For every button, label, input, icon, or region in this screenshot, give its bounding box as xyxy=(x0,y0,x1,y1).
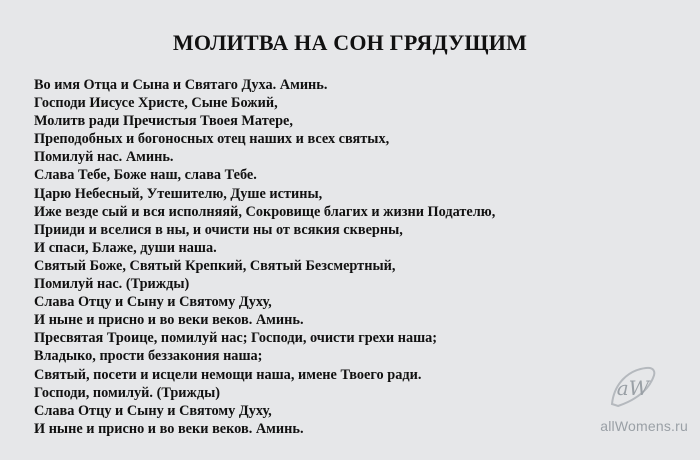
prayer-line: Прииди и вселися в ны, и очисти ны от всякия скверны, xyxy=(34,221,403,238)
site-watermark: allWomens.ru xyxy=(600,418,688,434)
prayer-line: Слава Отцу и Сыну и Святому Духу, xyxy=(34,402,272,419)
prayer-text xyxy=(34,76,674,438)
prayer-line: Слава Отцу и Сыну и Святому Духу, xyxy=(34,294,272,311)
prayer-line: И ныне и присно и во веки веков. Аминь. xyxy=(34,312,304,329)
prayer-line: И ныне и присно и во веки веков. Аминь. xyxy=(34,420,304,437)
prayer-line: Пресвятая Троице, помилуй нас; Господи, очисти грехи наша; xyxy=(34,330,438,347)
prayer-line: Иже везде сый и вся исполняяй, Сокровище благих и жизни Подателю, xyxy=(34,203,496,220)
prayer-line: И спаси, Блаже, души наша. xyxy=(34,239,217,256)
prayer-line: Молитв ради Пречистыя Твоея Матере, xyxy=(34,113,293,130)
prayer-line: Во имя Отца и Сына и Святаго Духа. Аминь. xyxy=(34,77,328,93)
prayer-line: Помилуй нас. (Трижды) xyxy=(34,276,190,293)
prayer-line: Царю Небесный, Утешителю, Душе истины, xyxy=(34,185,323,202)
prayer-line: Преподобных и богоносных отец наших и всех святых, xyxy=(34,131,390,148)
prayer-line: Владыко, прости беззакония наша; xyxy=(34,348,263,365)
prayer-line: Господи, помилуй. (Трижды) xyxy=(34,384,221,401)
allwomens-logo-icon xyxy=(608,364,658,410)
prayer-line: Помилуй нас. Аминь. xyxy=(34,149,174,166)
logo-lettering: aW xyxy=(616,376,650,400)
prayer-line: Слава Тебе, Боже наш, слава Тебе. xyxy=(34,167,257,184)
prayer-line: Святый, посети и исцели немощи наша, имене Твоего ради. xyxy=(34,366,422,383)
prayer-line: Святый Боже, Святый Крепкий, Святый Безсмертный, xyxy=(34,257,396,274)
prayer-line: Господи Иисусе Христе, Сыне Божий, xyxy=(34,95,278,112)
page-title: МОЛИТВА НА СОН ГРЯДУЩИМ xyxy=(172,30,528,55)
